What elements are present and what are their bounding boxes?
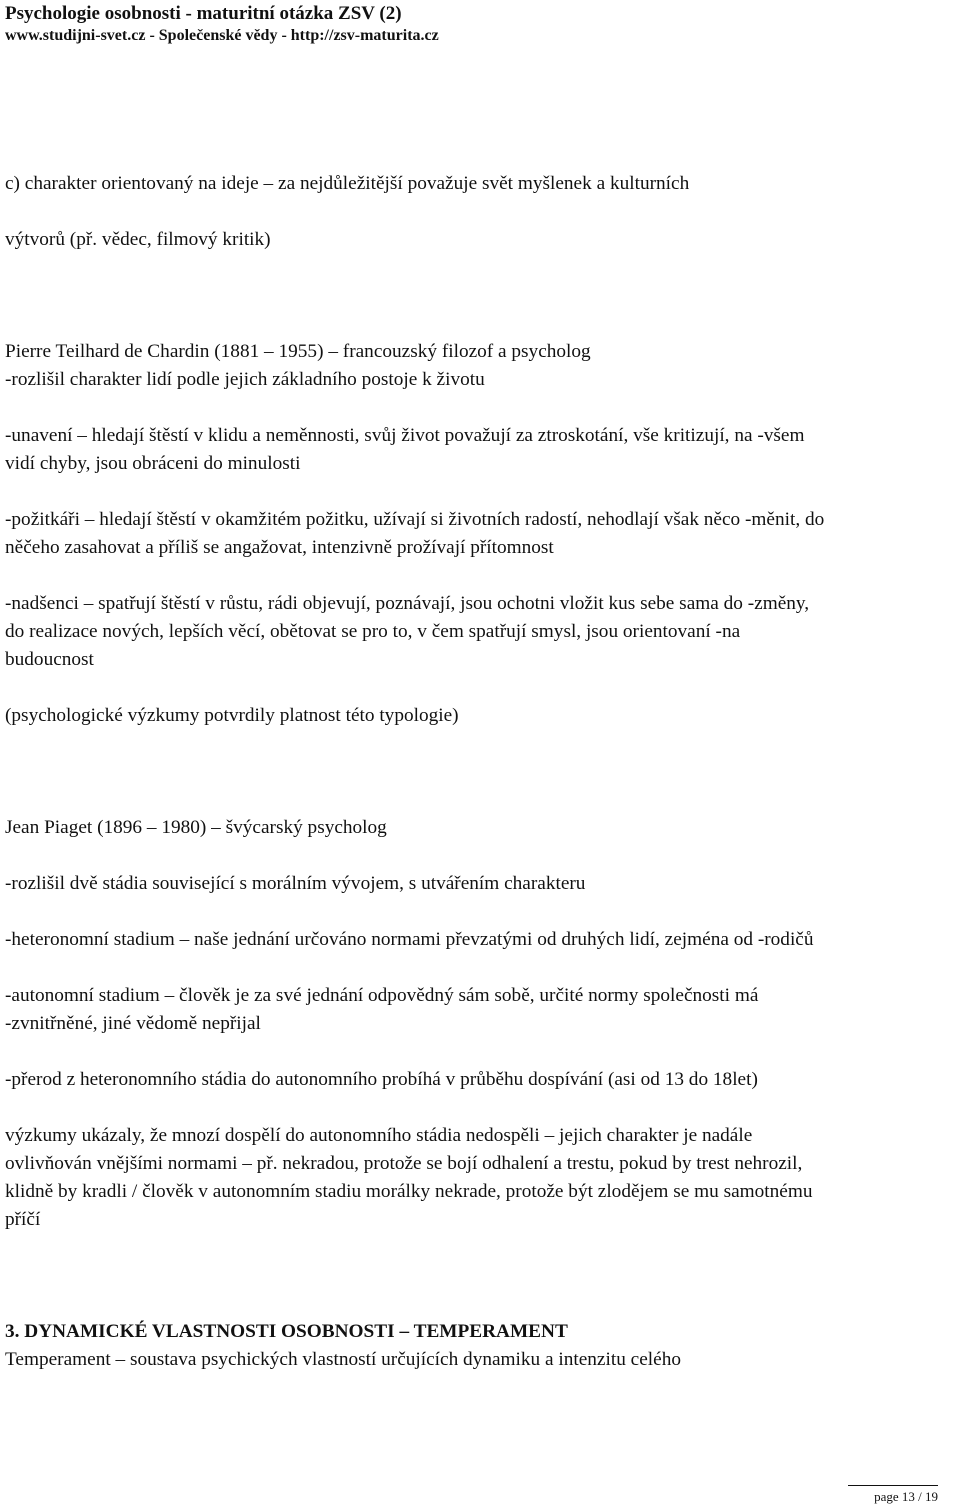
text-line: ovlivňován vnějšími normami – př. nekradou, protože se bojí odhalení a trestu, pokud by trest nehrozil, [5, 1153, 803, 1174]
text-line: výzkumy ukázaly, že mnozí dospělí do autonomního stádia nedospěli – jejich charakter je nadále [5, 1125, 753, 1146]
source-url: www.studijni-svet.cz - Společenské vědy - http://zsv-maturita.cz [5, 27, 439, 44]
text-line: Jean Piaget (1896 – 1980) – švýcarský psycholog [5, 817, 387, 838]
text-line: -zvnitřněné, jiné vědomě nepřijal [5, 1013, 261, 1034]
text-line: klidně by kradli / člověk v autonomním stadiu morálky nekrade, protože být zlodějem se mu samotnému [5, 1181, 813, 1202]
text-line: -přerod z heteronomního stádia do autonomního probíhá v průběhu dospívání (asi od 13 do 18let) [5, 1069, 758, 1090]
text-line: -unavení – hledají štěstí v klidu a neměnnosti, svůj život považují za ztroskotání, vše kritizují, na -všem [5, 425, 805, 446]
text-line: něčeho zasahovat a příliš se angažovat, intenzivně prožívají přítomnost [5, 537, 554, 558]
text-line: výtvorů (př. vědec, filmový kritik) [5, 229, 271, 250]
section-heading: 3. DYNAMICKÉ VLASTNOSTI OSOBNOSTI – TEMPERAMENT [5, 1321, 568, 1342]
text-line: budoucnost [5, 649, 94, 670]
document-title: Psychologie osobnosti - maturitní otázka ZSV (2) [5, 3, 402, 24]
text-line: Pierre Teilhard de Chardin (1881 – 1955) – francouzský filozof a psycholog [5, 341, 591, 362]
text-line: (psychologické výzkumy potvrdily platnost této typologie) [5, 705, 459, 726]
text-line: -nadšenci – spatřují štěstí v růstu, rádi objevují, poznávají, jsou ochotni vložit kus sebe sama do -změny, [5, 593, 810, 614]
text-line: příčí [5, 1209, 41, 1230]
text-line: -rozlišil dvě stádia související s morálním vývojem, s utvářením charakteru [5, 873, 586, 894]
text-line: vidí chyby, jsou obráceni do minulosti [5, 453, 301, 474]
text-line: -rozlišil charakter lidí podle jejich základního postoje k životu [5, 369, 485, 390]
text-line: -autonomní stadium – člověk je za své jednání odpovědný sám sobě, určité normy společnosti má [5, 985, 759, 1006]
text-line: c) charakter orientovaný na ideje – za nejdůležitější považuje svět myšlenek a kulturních [5, 173, 690, 194]
page-number: page 13 / 19 [848, 1485, 938, 1505]
text-line: Temperament – soustava psychických vlastností určujících dynamiku a intenzitu celého [5, 1349, 681, 1370]
text-line: -požitkáři – hledají štěstí v okamžitém požitku, užívají si životních radostí, nehodlají však něco -měnit, do [5, 509, 825, 530]
page-header [5, 0, 955, 46]
text-line: do realizace nových, lepších věcí, obětovat se pro to, v čem spatřují smysl, jsou orientovaní -na [5, 621, 741, 642]
text-line: -heteronomní stadium – naše jednání určováno normami převzatými od druhých lidí, zejména od -rodičů [5, 929, 814, 950]
